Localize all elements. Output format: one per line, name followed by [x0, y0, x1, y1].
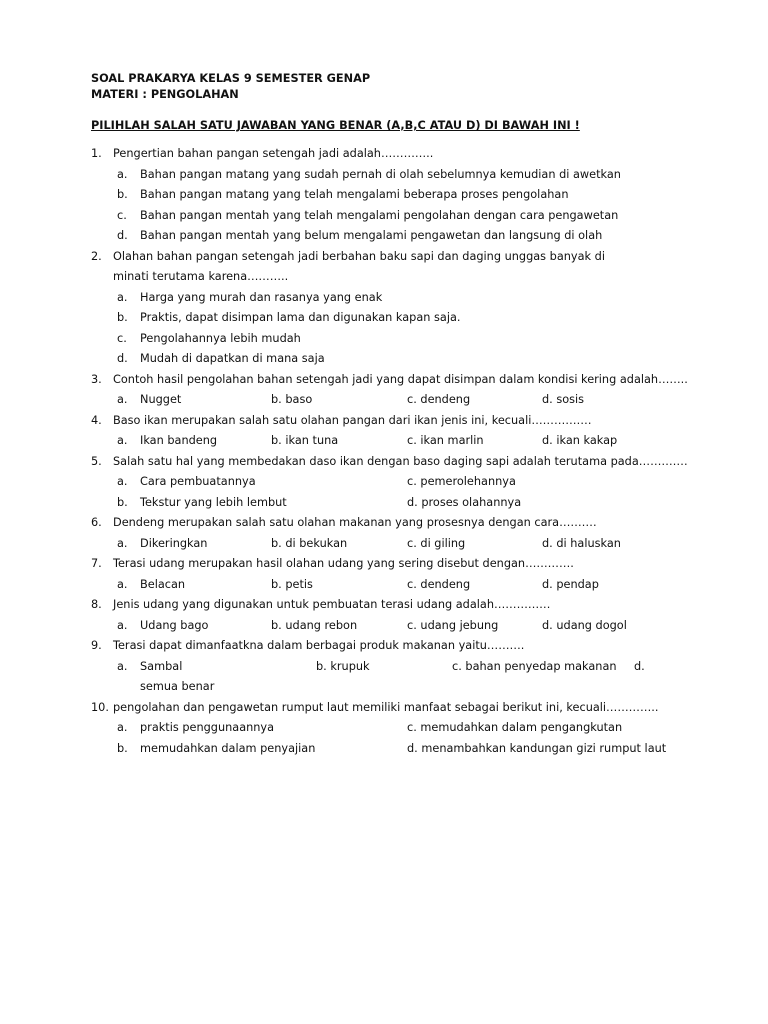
- option-row: [91, 657, 691, 678]
- option-c: [407, 575, 470, 596]
- option-text: ikan tuna: [285, 434, 339, 447]
- option-row: [91, 616, 691, 637]
- header-title: SOAL PRAKARYA KELAS 9 SEMESTER GENAP: [91, 72, 371, 85]
- header-subject: MATERI : PENGOLAHAN: [91, 88, 239, 101]
- option-row: [91, 349, 691, 370]
- question-text: Contoh hasil pengolahan bahan setengah jadi yang dapat disimpan dalam kondisi kering adalah……..: [113, 372, 688, 386]
- option-a: [117, 575, 185, 596]
- option-letter: c.: [452, 659, 462, 673]
- option-letter: a.: [117, 167, 128, 181]
- option-letter: d.: [542, 536, 553, 550]
- option-text: Tekstur yang lebih lembut: [140, 495, 287, 509]
- option-text: ikan kakap: [556, 434, 618, 447]
- option-letter: a.: [117, 434, 128, 447]
- option-letter: c.: [407, 536, 417, 550]
- option-text: krupuk: [330, 659, 370, 673]
- option-row: [91, 472, 691, 493]
- option-letter: b.: [117, 741, 128, 755]
- option-c: [407, 431, 484, 452]
- option-letter: d.: [634, 659, 645, 673]
- option-text: pemerolehannya: [420, 475, 516, 488]
- option-b: [271, 575, 313, 596]
- option-c: [407, 472, 516, 493]
- option-letter: c.: [407, 393, 417, 406]
- option-a: [117, 534, 207, 555]
- option-letter: c.: [407, 434, 417, 447]
- option-text: dendeng: [420, 577, 471, 591]
- question-number: 2.: [91, 249, 102, 263]
- question-7: [91, 554, 691, 575]
- option-row: [91, 390, 691, 411]
- option-d: [542, 534, 621, 555]
- question-number: 7.: [91, 557, 102, 570]
- question-number: 10.: [91, 700, 109, 714]
- option-row: [91, 534, 691, 555]
- question-text: Olahan bahan pangan setengah jadi berbahan baku sapi dan daging unggas banyak di minati terutama karena………..: [113, 249, 605, 283]
- option-text: proses olahannya: [421, 495, 522, 509]
- option-letter: a.: [117, 290, 128, 304]
- option-b: [271, 390, 312, 411]
- option-c: [407, 390, 470, 411]
- option-row: [91, 739, 691, 760]
- option-text: menambahkan kandungan gizi rumput laut: [421, 741, 667, 755]
- option-letter: c.: [407, 618, 417, 632]
- option-text: Ikan bandeng: [140, 434, 218, 447]
- question-number: 5.: [91, 454, 102, 468]
- option-letter: d.: [407, 495, 418, 509]
- question-number: 1.: [91, 147, 102, 160]
- option-text: di haluskan: [556, 536, 621, 550]
- question-8: [91, 595, 691, 616]
- option-text: petis: [285, 577, 313, 591]
- option-letter: d.: [542, 618, 553, 632]
- option-d-text: semua benar: [140, 680, 215, 693]
- option-letter: b.: [271, 618, 282, 632]
- option-d: [542, 616, 627, 637]
- option-c: [407, 718, 622, 739]
- option-letter: b.: [271, 536, 282, 550]
- option-letter: a.: [117, 659, 128, 673]
- question-text: Terasi udang merupakan hasil olahan udang yang sering disebut dengan………….: [113, 557, 574, 570]
- option-a: [117, 390, 181, 411]
- document-header: [91, 71, 370, 103]
- option-letter: c.: [117, 208, 127, 222]
- option-d: [542, 575, 599, 596]
- question-number: 8.: [91, 598, 102, 611]
- option-text: Praktis, dapat disimpan lama dan digunakan kapan saja.: [140, 311, 461, 324]
- option-letter: b.: [271, 577, 282, 591]
- option-letter: c.: [117, 331, 127, 345]
- question-text: Terasi dapat dimanfaatkna dalam berbagai produk makanan yaitu……….: [113, 639, 525, 652]
- option-letter: a.: [117, 618, 128, 632]
- option-letter: c.: [407, 475, 417, 488]
- option-row: [91, 185, 691, 206]
- option-letter: a.: [117, 721, 128, 734]
- option-text: Bahan pangan mentah yang telah mengalami pengolahan dengan cara pengawetan: [140, 208, 619, 222]
- question-number: 3.: [91, 372, 102, 386]
- option-letter: a.: [117, 577, 128, 591]
- option-row: [91, 226, 691, 247]
- option-text: udang rebon: [285, 618, 358, 632]
- option-row: [91, 718, 691, 739]
- option-text: dendeng: [420, 393, 471, 406]
- option-text: Bahan pangan mentah yang belum mengalami pengawetan dan langsung di olah: [140, 229, 603, 242]
- question-1: [91, 144, 691, 165]
- option-a: [117, 472, 256, 493]
- option-letter: d.: [542, 393, 553, 406]
- option-text: Belacan: [140, 577, 186, 591]
- option-letter: b.: [117, 188, 128, 201]
- option-text: udang dogol: [556, 618, 627, 632]
- question-text: pengolahan dan pengawetan rumput laut memiliki manfaat sebagai berikut ini, kecuali…………..: [113, 700, 659, 714]
- option-text: praktis penggunaannya: [140, 721, 275, 734]
- option-text: Dikeringkan: [140, 536, 208, 550]
- option-b: [271, 534, 347, 555]
- question-text: Salah satu hal yang membedakan daso ikan dengan baso daging sapi adalah terutama pada………….: [113, 454, 688, 468]
- option-text: ikan marlin: [420, 434, 484, 447]
- option-text: di giling: [420, 536, 466, 550]
- option-row: [91, 493, 691, 514]
- option-text: Bahan pangan matang yang telah mengalami beberapa proses pengolahan: [140, 188, 569, 201]
- option-text: memudahkan dalam pengangkutan: [420, 721, 623, 734]
- question-text: Jenis udang yang digunakan untuk pembuatan terasi udang adalah……………: [113, 598, 551, 611]
- option-b: [271, 431, 338, 452]
- option-row: [91, 575, 691, 596]
- option-text: udang jebung: [420, 618, 499, 632]
- option-text: memudahkan dalam penyajian: [140, 741, 316, 755]
- option-d: [634, 657, 645, 678]
- option-a: [117, 431, 217, 452]
- option-text: di bekukan: [285, 536, 348, 550]
- option-c: [452, 657, 617, 678]
- question-number: 6.: [91, 516, 102, 529]
- option-letter: b.: [117, 495, 128, 509]
- option-letter: d.: [117, 229, 128, 242]
- option-b: [117, 493, 287, 514]
- option-text: Mudah di dapatkan di mana saja: [140, 352, 325, 365]
- option-a: [117, 718, 274, 739]
- option-d: [407, 493, 521, 514]
- option-letter: a.: [117, 475, 128, 488]
- option-a: [117, 616, 208, 637]
- option-a: [117, 657, 182, 678]
- question-text: Baso ikan merupakan salah satu olahan pangan dari ikan jenis ini, kecuali…………….: [113, 413, 592, 427]
- option-letter: d.: [407, 741, 418, 755]
- question-2: [91, 247, 633, 288]
- option-text: baso: [285, 393, 313, 406]
- question-number: 4.: [91, 413, 102, 427]
- option-letter: b.: [271, 434, 282, 447]
- option-letter: c.: [407, 577, 417, 591]
- option-letter: a.: [117, 393, 128, 406]
- option-text: Harga yang murah dan rasanya yang enak: [140, 290, 383, 304]
- option-b: [117, 739, 315, 760]
- option-text: Pengolahannya lebih mudah: [140, 331, 301, 345]
- option-row: [91, 431, 691, 452]
- option-row: [91, 288, 691, 309]
- question-9: [91, 636, 691, 657]
- question-text: Dendeng merupakan salah satu olahan makanan yang prosesnya dengan cara……….: [113, 516, 597, 529]
- question-text: Pengertian bahan pangan setengah jadi adalah…………..: [113, 147, 434, 160]
- option-row: [91, 308, 691, 329]
- option-b: [271, 616, 357, 637]
- option-c: [407, 534, 465, 555]
- option-letter: d.: [542, 434, 553, 447]
- question-list: [91, 144, 691, 759]
- option-letter: c.: [407, 721, 417, 734]
- question-3: [91, 370, 691, 391]
- option-b: [316, 657, 370, 678]
- option-d: [542, 431, 617, 452]
- option-text: Nugget: [140, 393, 182, 406]
- question-number: 9.: [91, 639, 102, 652]
- question-5: [91, 452, 691, 473]
- option-text: bahan penyedap makanan: [465, 659, 617, 673]
- option-text: pendap: [556, 577, 599, 591]
- question-4: [91, 411, 691, 432]
- question-6: [91, 513, 691, 534]
- option-letter: b.: [316, 659, 327, 673]
- option-text: Bahan pangan matang yang sudah pernah di olah sebelumnya kemudian di awetkan: [140, 167, 621, 181]
- question-10: [91, 698, 691, 719]
- option-letter: d.: [117, 352, 128, 365]
- option-letter: d.: [542, 577, 553, 591]
- option-letter: b.: [117, 311, 128, 324]
- option-letter: b.: [271, 393, 282, 406]
- option-c: [407, 616, 498, 637]
- option-row: [91, 206, 691, 227]
- option-row: [91, 165, 691, 186]
- option-text: sosis: [556, 393, 585, 406]
- option-text: Sambal: [140, 659, 183, 673]
- option-row: [91, 329, 691, 350]
- instruction-text: PILIHLAH SALAH SATU JAWABAN YANG BENAR (A,B,C ATAU D) DI BAWAH INI !: [91, 119, 580, 132]
- option-d: [407, 739, 666, 760]
- option-text: Cara pembuatannya: [140, 475, 256, 488]
- option-letter: a.: [117, 536, 128, 550]
- option-d: [542, 390, 584, 411]
- option-text: Udang bago: [140, 618, 209, 632]
